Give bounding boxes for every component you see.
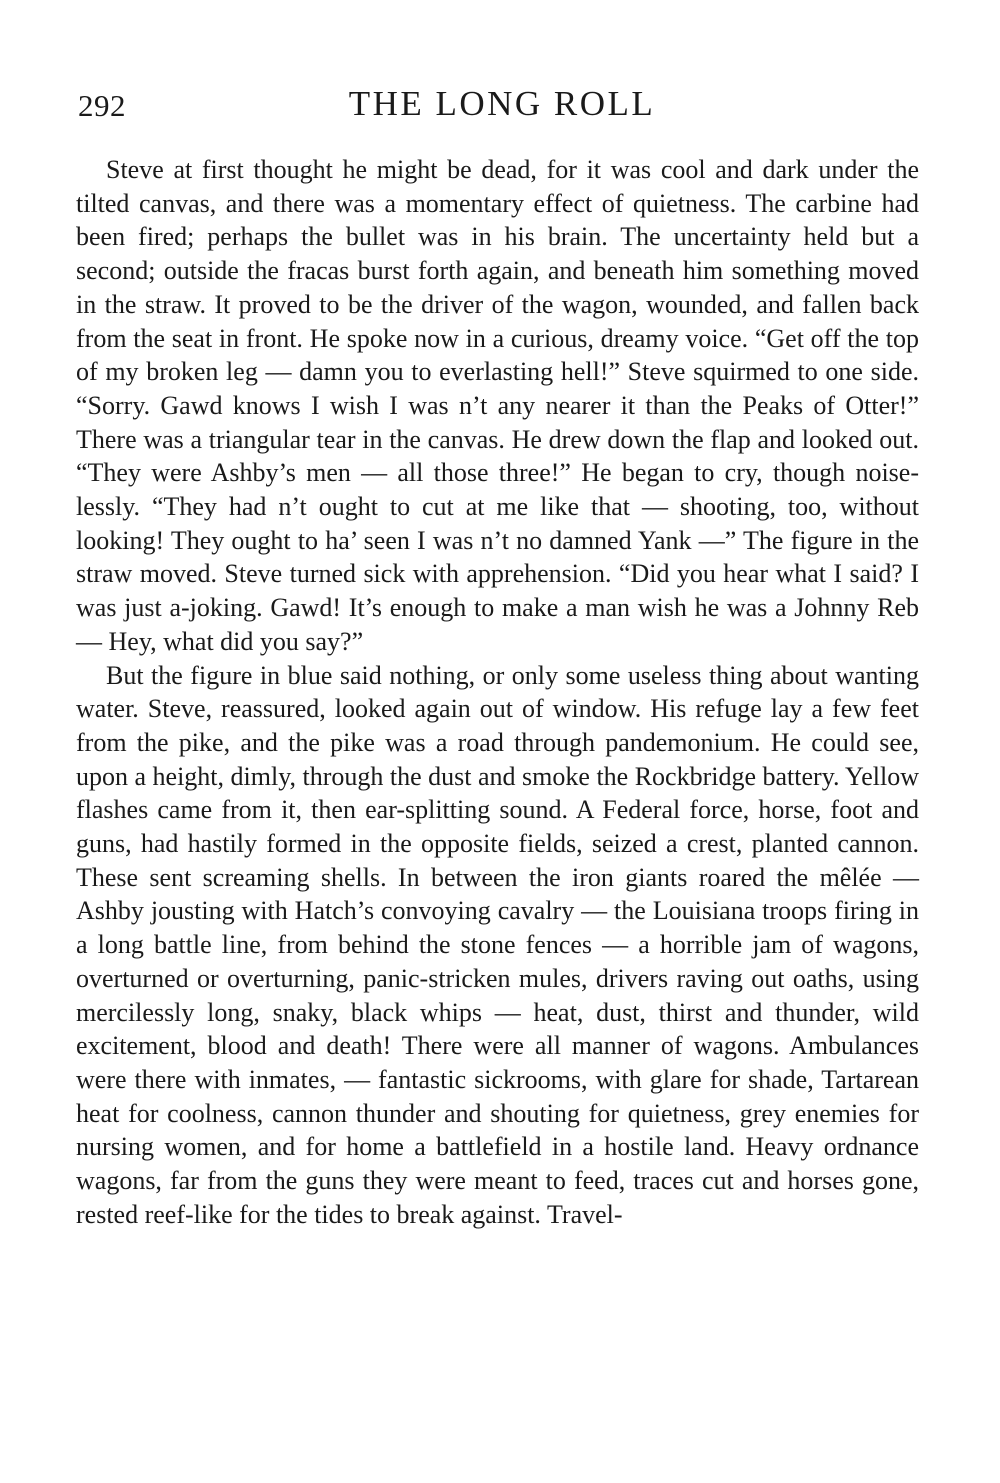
page-number: 292 — [78, 88, 126, 123]
body-text — [76, 153, 919, 1232]
running-head — [78, 84, 918, 128]
paragraph: But the figure in blue said nothing, or only some useless thing about wanting water. Steve, reassured, looked again out of window. His refuge lay a few feet from the pike, and the pike was a road through pandemonium. He could see, upon a height, dimly, through the dust and smoke the Rockbridge battery. Yellow flashes came from it, then ear-splitting sound. A Federal force, horse, foot and guns, had hastily formed in the opposite fields, seized a crest, planted cannon. These sent screaming shells. In between the iron giants roared the mêlée — Ashby jousting with Hatch’s convoying cavalry — the Louisiana troops firing in a long battle line, from behind the stone fences — a horrible jam of wagons, overturned or overturning, panic-stricken mules, drivers raving out oaths, using mercilessly long, snaky, black whips — heat, dust, thirst and thunder, wild excitement, blood and death! There were all manner of wagons. Ambulances were there with inmates, — fantastic sickrooms, with glare for shade, Tartarean heat for coolness, cannon thunder and shouting for quietness, grey enemies for nursing women, and for home a battlefield in a hostile land. Heavy ordnance wagons, far from the guns they were meant to feed, traces cut and horses gone, rested reef-like for the tides to break against. Travel- — [76, 660, 919, 1229]
running-title: THE LONG ROLL — [348, 84, 656, 123]
paragraph: Steve at first thought he might be dead, for it was cool and dark under the tilted canvas, and there was a momentary effect of quietness. The carbine had been fired; perhaps the bullet was in his brain. The uncertainty held but a second; outside the fracas burst forth again, and beneath him something moved in the straw. It proved to be the driver of the wagon, wounded, and fallen back from the seat in front. He spoke now in a curious, dreamy voice. “Get off the top of my broken leg — damn you to everlasting hell!” Steve squirmed to one side. “Sorry. Gawd knows I wish I was n’t any nearer it than the Peaks of Otter!” There was a triangular tear in the canvas. He drew down the flap and looked out. “They were Ashby’s men — all those three!” He began to cry, though noiselessly. “They had n’t ought to cut at me like that — shooting, too, without looking! They ought to ha’ seen I was n’t no damned Yank —” The figure in the straw moved. Steve turned sick with apprehension. “Did you hear what I said? I was just a-joking. Gawd! It’s enough to make a man wish he was a Johnny Reb — Hey, what did you say?” — [76, 155, 919, 656]
